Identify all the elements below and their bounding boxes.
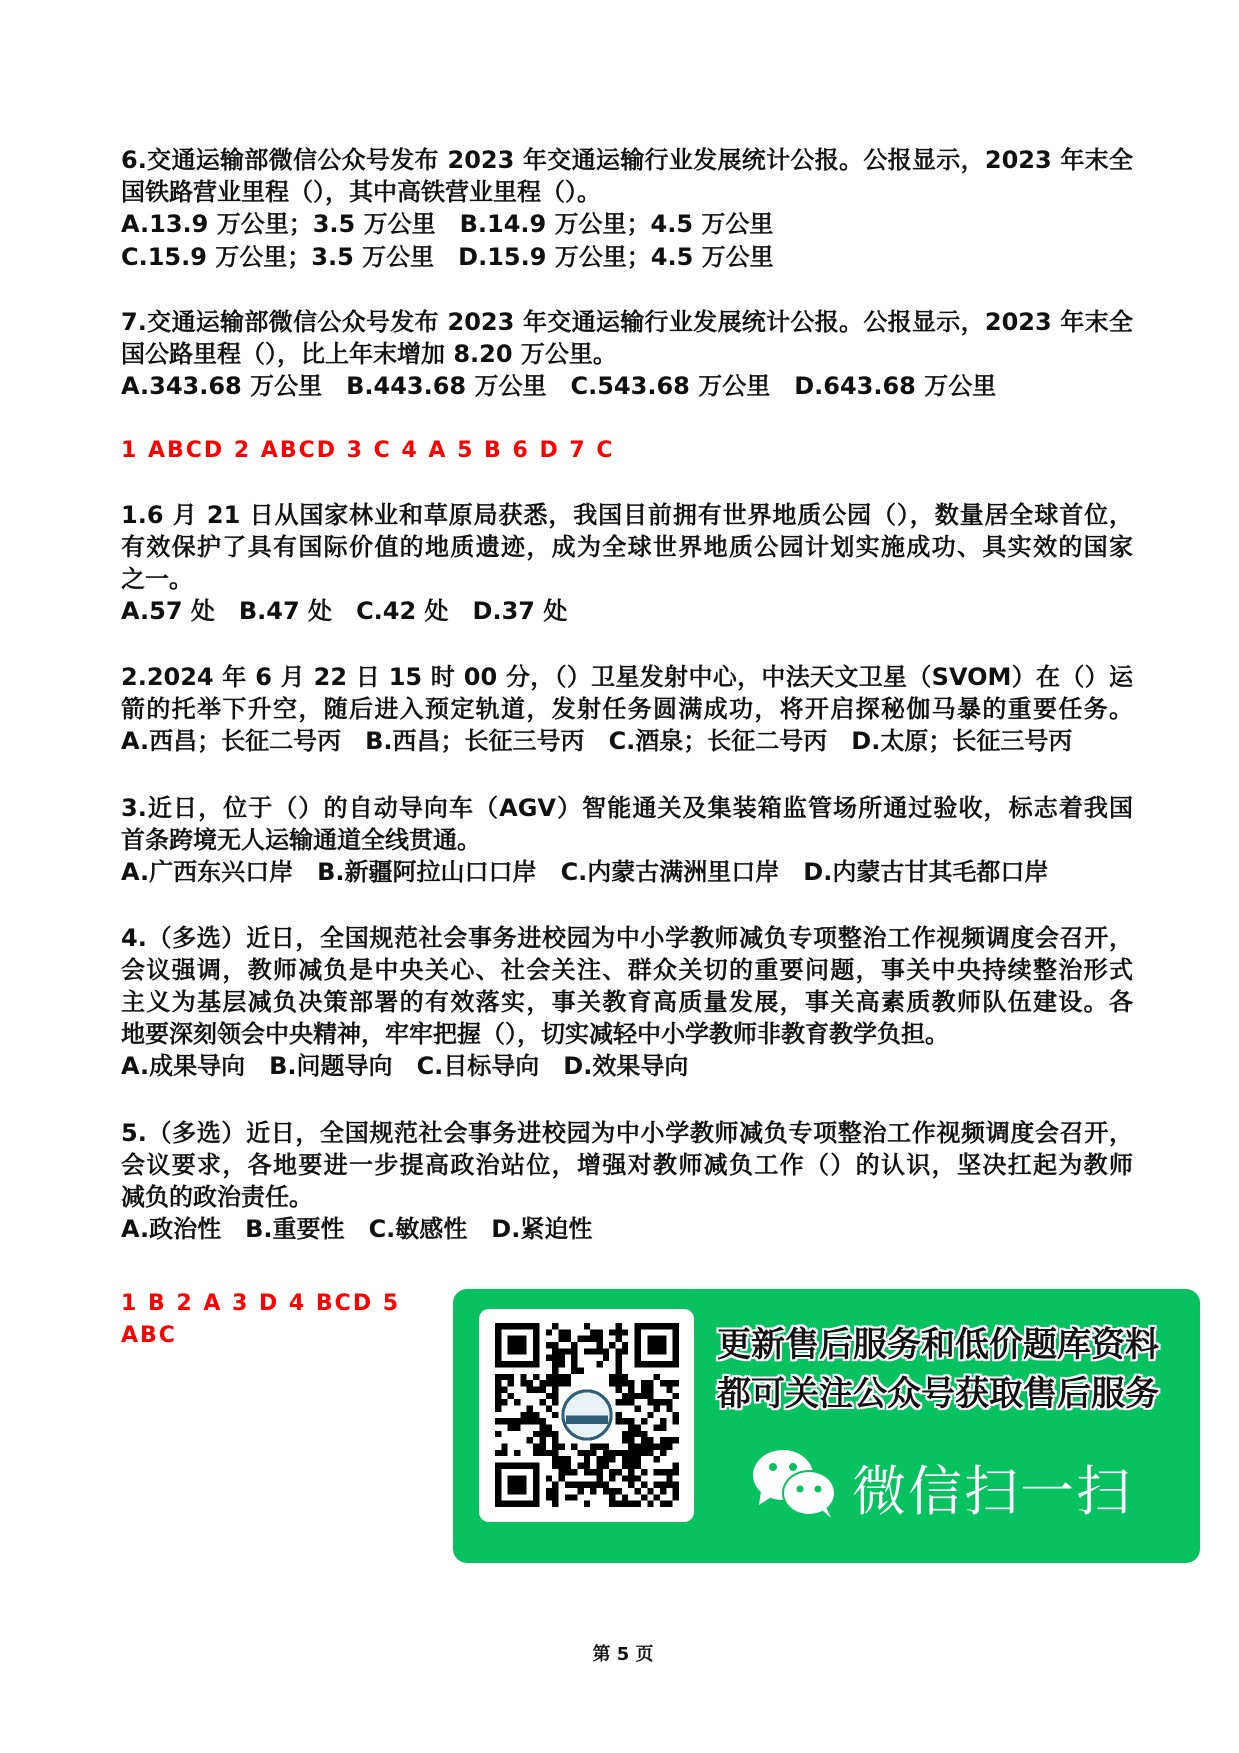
option-b: B.重要性: [245, 1215, 345, 1243]
question-text: 首条跨境无人运输通道全线贯通。: [121, 826, 481, 854]
question-4: [121, 922, 1133, 1083]
options-row: [121, 1213, 1133, 1246]
qr-finder-pattern: [508, 1475, 527, 1494]
option-b: B.问题导向: [269, 1052, 393, 1080]
option-a: A.13.9 万公里；3.5 万公里: [121, 210, 436, 238]
question-5: [121, 1117, 1133, 1246]
options-row: [121, 241, 1133, 274]
option-c: C.42 处: [356, 597, 449, 625]
options-row: [121, 595, 1133, 628]
question-text: 之一。: [121, 565, 193, 593]
qr-finder-pattern: [647, 1336, 666, 1355]
options-row: [121, 856, 1133, 889]
question-text: 主义为基层减负决策部署的有效落实，事关教育高质量发展，事关高素质教师队伍建设。各: [121, 988, 1133, 1016]
question-6: [121, 144, 1133, 274]
qr-code: [495, 1323, 679, 1507]
option-d: D.15.9 万公里；4.5 万公里: [458, 243, 774, 271]
question-text: 有效保护了具有国际价值的地质遗迹，成为全球世界地质公园计划实施成功、具实效的国家: [121, 533, 1133, 561]
option-a: A.57 处: [121, 597, 215, 625]
option-d: D.643.68 万公里: [794, 372, 997, 400]
qr-finder-pattern: [508, 1336, 527, 1355]
answer-key-2: 1 B 2 A 3 D 4 BCD 5 ABC: [121, 1291, 401, 1348]
option-c: C.酒泉；长征二号丙: [608, 727, 828, 755]
option-a: A.343.68 万公里: [121, 372, 323, 400]
question-1: [121, 499, 1133, 628]
option-a: A.政治性: [121, 1215, 222, 1243]
qr-logo-icon: [563, 1391, 611, 1439]
question-text: 6.交通运输部微信公众号发布 2023 年交通运输行业发展统计公报。公报显示，2023 年末全: [121, 146, 1133, 174]
wechat-scan-label: 微信扫一扫: [852, 1460, 1132, 1523]
options-row: [121, 370, 1133, 403]
wechat-promo-banner: [453, 1289, 1200, 1563]
options-row: [121, 725, 1133, 758]
question-text: 减负的政治责任。: [121, 1183, 313, 1211]
promo-text-line-2: 都可关注公众号获取售后服务: [717, 1374, 1159, 1414]
option-d: D.内蒙古甘其毛都口岸: [803, 858, 1049, 886]
option-c: C.敏感性: [368, 1215, 468, 1243]
option-d: D.效果导向: [563, 1052, 689, 1080]
wechat-icon: [751, 1447, 839, 1519]
option-b: B.西昌；长征三号丙: [365, 727, 585, 755]
option-a: A.成果导向: [121, 1052, 246, 1080]
question-text: 会议要求，各地要进一步提高政治站位，增强对教师减负工作（）的认识，坚决扛起为教师: [121, 1151, 1133, 1179]
question-text: 1.6 月 21 日从国家林业和草原局获悉，我国目前拥有世界地质公园（），数量居全球首位，: [121, 501, 1133, 529]
option-b: B.47 处: [238, 597, 333, 625]
option-c: C.543.68 万公里: [570, 372, 771, 400]
option-c: C.内蒙古满洲里口岸: [560, 858, 780, 886]
question-7: [121, 306, 1133, 403]
question-text: 国铁路营业里程（），其中高铁营业里程（）。: [121, 178, 601, 206]
page-number: 第 5 页: [592, 1644, 654, 1665]
question-text: 会议强调，教师减负是中央关心、社会关注、群众关切的重要问题，事关中央持续整治形式: [121, 956, 1133, 984]
question-text: 4.（多选）近日，全国规范社会事务进校园为中小学教师减负专项整治工作视频调度会召开，: [121, 924, 1133, 952]
question-text: 箭的托举下升空，随后进入预定轨道，发射任务圆满成功，将开启探秘伽马暴的重要任务。: [121, 695, 1133, 723]
question-3: [121, 792, 1133, 889]
option-d: D.太原；长征三号丙: [851, 727, 1073, 755]
qr-code-card: [479, 1309, 694, 1522]
option-b: B.14.9 万公里；4.5 万公里: [459, 210, 774, 238]
question-2: [121, 661, 1133, 758]
question-text: 7.交通运输部微信公众号发布 2023 年交通运输行业发展统计公报。公报显示，2023 年末全: [121, 308, 1133, 336]
options-row: [121, 1050, 1133, 1083]
question-text: 3.近日，位于（）的自动导向车（AGV）智能通关及集装箱监管场所通过验收，标志着我国: [121, 794, 1133, 822]
option-a: A.广西东兴口岸: [121, 858, 294, 886]
question-text: 5.（多选）近日，全国规范社会事务进校园为中小学教师减负专项整治工作视频调度会召开，: [121, 1119, 1133, 1147]
options-row: [121, 208, 1133, 241]
question-text: 地要深刻领会中央精神，牢牢把握（），切实减轻中小学教师非教育教学负担。: [121, 1020, 949, 1048]
option-b: B.新疆阿拉山口口岸: [317, 858, 537, 886]
promo-text-line-1: 更新售后服务和低价题库资料: [717, 1325, 1159, 1365]
qr-logo-banner: [566, 1416, 608, 1424]
option-c: C.目标导向: [416, 1052, 540, 1080]
answer-key-1: 1 ABCD 2 ABCD 3 C 4 A 5 B 6 D 7 C: [121, 438, 615, 463]
option-c: C.15.9 万公里；3.5 万公里: [121, 243, 435, 271]
question-text: 国公路里程（），比上年末增加 8.20 万公里。: [121, 340, 617, 368]
option-d: D.紧迫性: [491, 1215, 593, 1243]
option-b: B.443.68 万公里: [346, 372, 547, 400]
option-a: A.西昌；长征二号丙: [121, 727, 342, 755]
option-d: D.37 处: [472, 597, 568, 625]
question-text: 2.2024 年 6 月 22 日 15 时 00 分，（）卫星发射中心，中法天文卫星（SVOM）在（）运: [121, 663, 1133, 691]
